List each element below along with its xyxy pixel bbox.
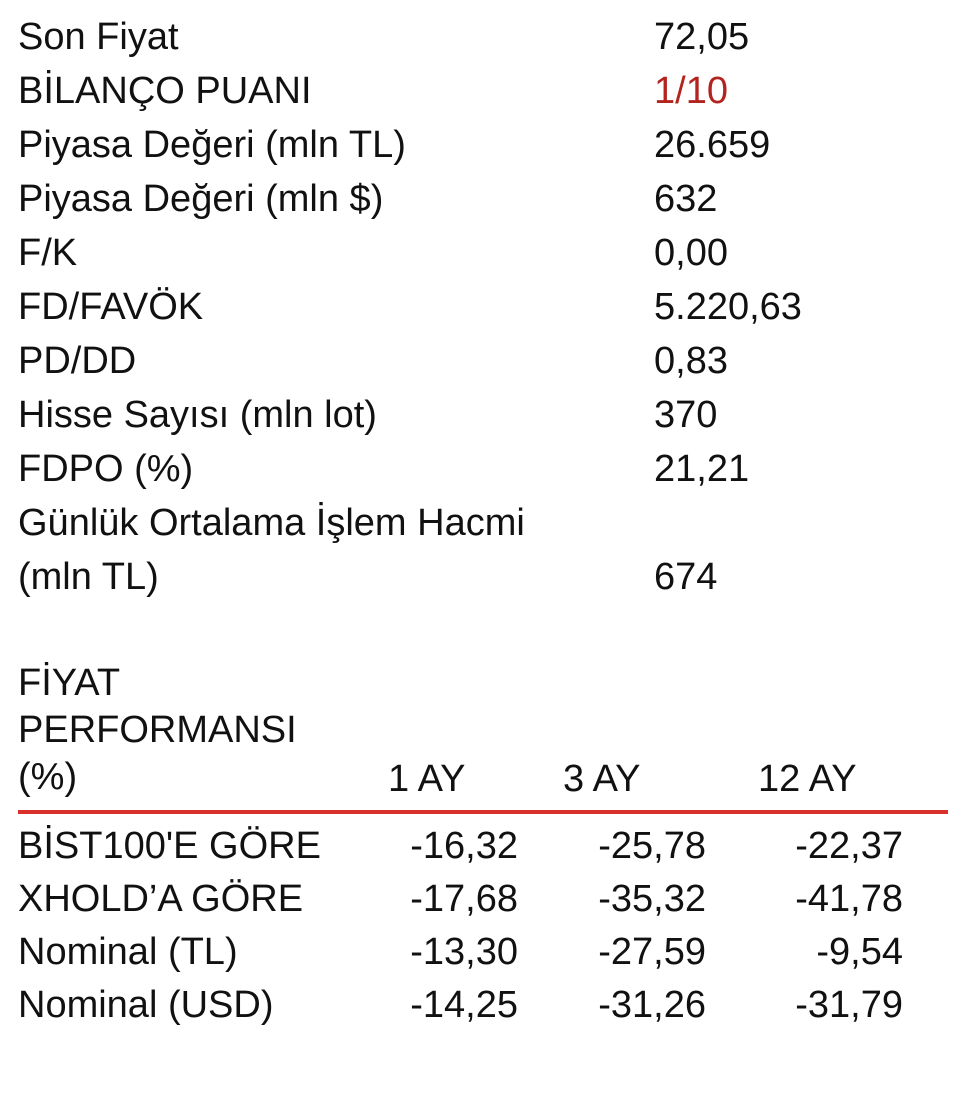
metric-label: Günlük Ortalama İşlem Hacmi (mln TL)	[18, 502, 525, 598]
table-row	[18, 926, 948, 979]
metric-row-daily-volume	[18, 496, 918, 604]
metric-value: 674	[654, 556, 718, 598]
metric-row-balance-score	[18, 64, 918, 118]
cell-value: -35,32	[598, 878, 706, 920]
cell-value: -13,30	[410, 931, 518, 973]
performance-header	[18, 660, 948, 805]
column-header-3-month: 3 AY	[563, 758, 641, 800]
metric-value: 21,21	[654, 448, 750, 490]
metric-label: BİLANÇO PUANI	[18, 70, 312, 112]
metric-row-free-float	[18, 442, 918, 496]
metric-value: 26.659	[654, 124, 771, 166]
balance-score-value: 1/10	[654, 70, 728, 112]
price-performance-table	[18, 660, 948, 1026]
metric-label: PD/DD	[18, 340, 137, 382]
metric-value: 5.220,63	[654, 286, 802, 328]
metric-label: FDPO (%)	[18, 448, 194, 490]
row-label: Nominal (TL)	[18, 931, 238, 973]
metric-label: Piyasa Değeri (mln TL)	[18, 124, 406, 166]
cell-value: -31,26	[598, 984, 706, 1026]
cell-value: -27,59	[598, 931, 706, 973]
row-label: XHOLD’A GÖRE	[18, 878, 304, 920]
table-row	[18, 820, 948, 873]
metric-value: 370	[654, 394, 718, 436]
cell-value: -9,54	[816, 931, 903, 973]
metric-row-pe	[18, 226, 918, 280]
metric-row-market-cap-tl	[18, 118, 918, 172]
cell-value: -31,79	[795, 984, 903, 1026]
metric-row-pb	[18, 334, 918, 388]
metric-value: 0,83	[654, 340, 728, 382]
metric-label: FD/FAVÖK	[18, 286, 204, 328]
cell-value: -22,37	[795, 825, 903, 867]
table-row	[18, 873, 948, 926]
column-header-1-month: 1 AY	[388, 758, 466, 800]
metric-label: Hisse Sayısı (mln lot)	[18, 394, 377, 436]
metric-label: Son Fiyat	[18, 16, 179, 58]
column-header-12-month: 12 AY	[758, 758, 857, 800]
metric-row-market-cap-usd	[18, 172, 918, 226]
cell-value: -41,78	[795, 878, 903, 920]
header-divider	[18, 810, 948, 814]
cell-value: -17,68	[410, 878, 518, 920]
metric-value: 632	[654, 178, 718, 220]
cell-value: -14,25	[410, 984, 518, 1026]
metric-label: F/K	[18, 232, 78, 274]
metric-value: 0,00	[654, 232, 728, 274]
row-label: Nominal (USD)	[18, 984, 274, 1026]
metric-value: 72,05	[654, 16, 750, 58]
metric-row-ev-ebitda	[18, 280, 918, 334]
metric-label: Piyasa Değeri (mln $)	[18, 178, 384, 220]
metric-row-last-price	[18, 10, 918, 64]
row-label: BİST100'E GÖRE	[18, 825, 321, 867]
performance-rows	[18, 820, 948, 1032]
metric-row-shares	[18, 388, 918, 442]
cell-value: -16,32	[410, 825, 518, 867]
key-metrics-table	[18, 10, 918, 604]
performance-title: FİYAT PERFORMANSI (%)	[18, 662, 297, 798]
cell-value: -25,78	[598, 825, 706, 867]
table-row	[18, 979, 948, 1032]
